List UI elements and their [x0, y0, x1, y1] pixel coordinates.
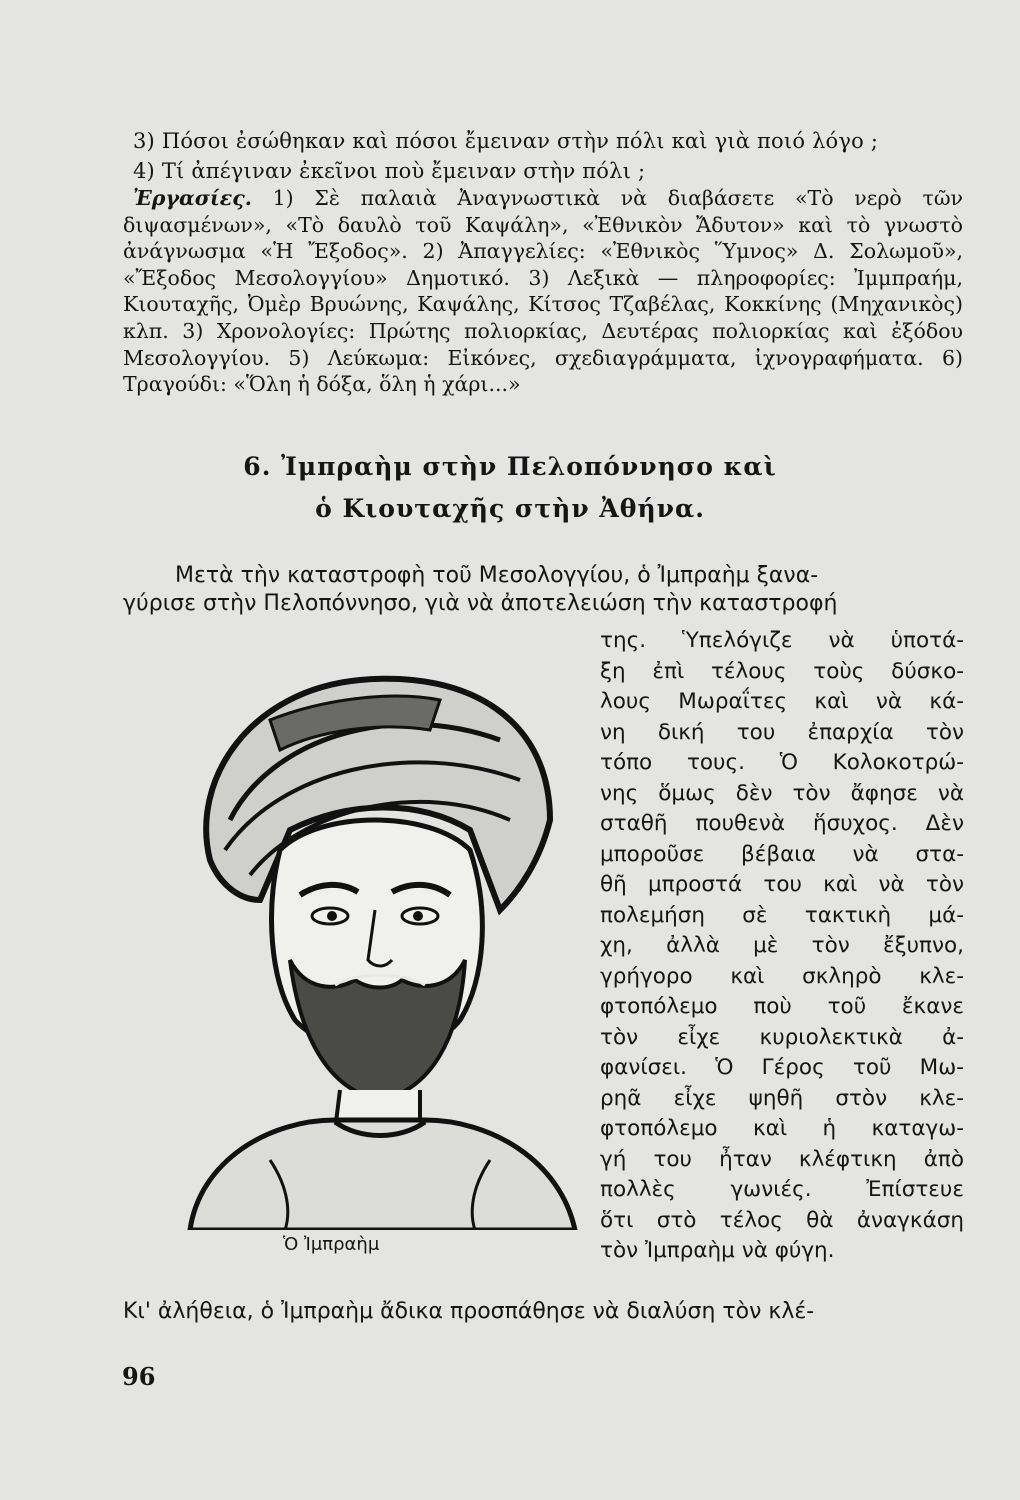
review-questions	[133, 126, 963, 186]
column-line: τὸν Ἰμπραὴμ νὰ φύγη.	[600, 1238, 835, 1263]
intro-line-1: Μετὰ τὴν καταστροφὴ τοῦ Μεσολογγίου, ὁ Ἰμπραὴμ ξανα-	[175, 563, 819, 588]
column-line: τόπο τους. Ὁ Κολοκοτρώ-	[600, 750, 964, 775]
chapter-intro	[123, 562, 965, 618]
column-line: νη δική του ἐπαρχία τὸν	[600, 719, 964, 745]
exercises-text: 1) Σὲ παλαιὰ Ἀναγνωστικὰ νὰ διαβάσετε «Τὸ νερὸ τῶν διψασμένων», «Τὸ δαυλὸ τοῦ Καψάλη», «Ἐθνικὸν Ἄδυτον» καὶ τὸ γνωστὸ ἀνάγνωσμα «Ἡ Ἔξοδος». 2) Ἀπαγγελίες: «Ἐθνικὸς Ὕμνος» Δ. Σολωμοῦ», «Ἔξοδος Μεσολογγίου» Δημοτικό. 3) Λεξικὰ — πληροφορίες: Ἰμμπραήμ, Κιουταχῆς, Ὀμὲρ Βρυώνης, Καψάλης, Κίτσος Τζαβέλας, Κοκκίνης (Μηχανικὸς) κλπ. 3) Χρονολογίες: Πρώτης πολιορκίας, Δευτέρας πολιορκίας καὶ ἐξόδου Μεσολογγίου. 5) Λεύκωμα: Εἰκόνες, σχεδιαγράμματα, ἰχνογραφήματα. 6) Τραγούδι: «Ὅλη ἡ δόξα, ὅλη ἡ χάρι...»	[123, 186, 963, 397]
right-text-column	[600, 626, 964, 1267]
column-line: φτοπόλεμο καὶ ἡ καταγω-	[600, 1116, 964, 1141]
column-line: τὸν εἶχε κυριολεκτικὰ ἀ-	[600, 1024, 964, 1050]
ibrahim-portrait-icon	[170, 660, 590, 1230]
chapter-title-line-2: ὁ Κιουταχῆς στὴν Ἀθήνα.	[315, 494, 705, 523]
column-line: θῆ μπροστά του καὶ νὰ τὸν	[600, 872, 964, 897]
chapter-title-line-1: 6. Ἰμπραὴμ στὴν Πελοπόννησο καὶ	[243, 452, 777, 481]
column-line: φανίσει. Ὁ Γέρος τοῦ Μω-	[600, 1055, 964, 1080]
question-4: 4) Τί ἀπέγιναν ἐκεῖνοι ποὺ ἔμειναν στὴν πόλι ;	[133, 159, 646, 183]
closing-line: Κι' ἀλήθεια, ὁ Ἰμπραὴμ ἄδικα προσπάθησε νὰ διαλύση τὸν κλέ-	[123, 1299, 815, 1324]
column-line: μποροῦσε βέβαια νὰ στα-	[600, 841, 964, 867]
column-line: γή του ἦταν κλέφτικη ἀπὸ	[600, 1146, 964, 1172]
column-line: νης ὅμως δὲν τὸν ἄφησε νὰ	[600, 780, 964, 806]
column-line: γρήγορο καὶ σκληρὸ κλε-	[600, 963, 964, 989]
column-line: της. Ὑπελόγιζε νὰ ὑποτά-	[600, 628, 964, 653]
column-line: ξη ἐπὶ τέλους τοὺς δύσκο-	[600, 658, 964, 684]
column-line: ὅτι στὸ τέλος θὰ ἀναγκάση	[600, 1207, 964, 1233]
column-line: φτοπόλεμο ποὺ τοῦ ἔκανε	[600, 994, 964, 1019]
question-3: 3) Πόσοι ἐσώθηκαν καὶ πόσοι ἔμειναν στὴν πόλι καὶ γιὰ ποιό λόγο ;	[133, 129, 879, 153]
exercises-heading: Ἐργασίες.	[133, 186, 252, 210]
portrait-caption: Ὁ Ἰμπραὴμ	[283, 1234, 380, 1255]
column-line: λους Μωραΐτες καὶ νὰ κά-	[600, 689, 964, 714]
column-line: πολλὲς γωνιές. Ἐπίστευε	[600, 1177, 964, 1202]
column-line: πολεμήση σὲ τακτικὴ μά-	[600, 902, 964, 928]
exercises-paragraph	[123, 185, 963, 398]
intro-line-2: γύρισε στὴν Πελοπόννησο, γιὰ νὰ ἀποτελειώση τὴν καταστροφή	[123, 591, 838, 616]
column-line: χη, ἀλλὰ μὲ τὸν ἔξυπνο,	[600, 933, 964, 958]
column-line: σταθῆ πουθενὰ ἥσυχος. Δὲν	[600, 811, 964, 836]
column-line: ρηᾶ εἶχε ψηθῆ στὸν κλε-	[600, 1085, 964, 1111]
page-number: 96	[122, 1362, 156, 1391]
